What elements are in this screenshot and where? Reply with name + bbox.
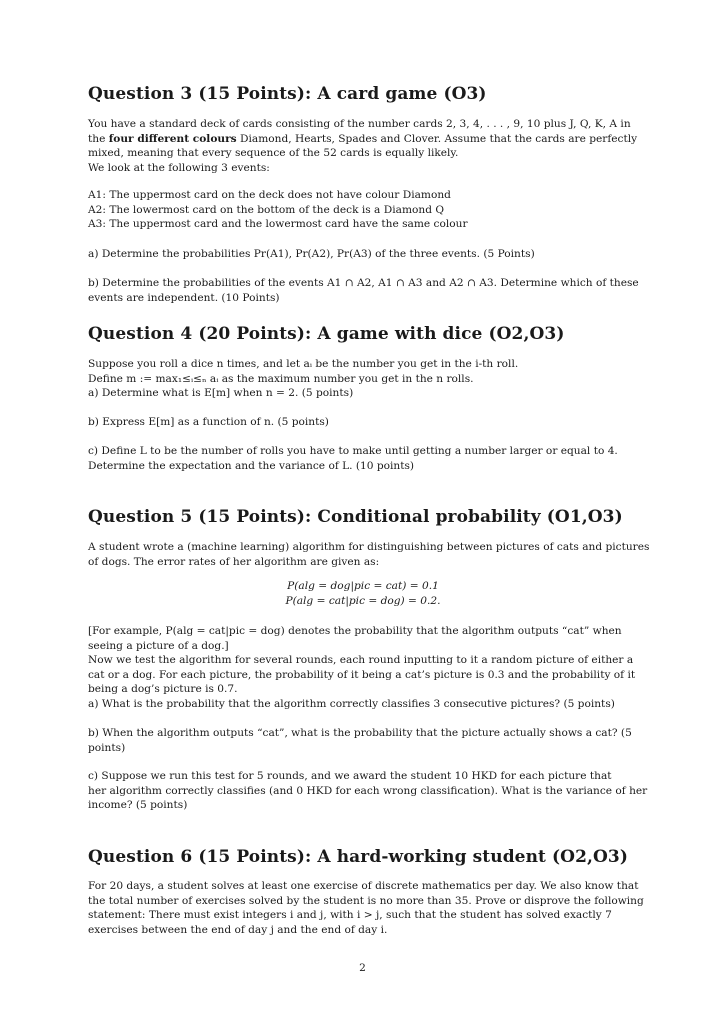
q5-intro (88, 540, 650, 569)
q5-part-c (88, 769, 648, 813)
q4-title: Question 4 (20 Points): A game with dice (O2,O3) (88, 324, 565, 344)
q5-example-line: cat or a dog. For each picture, the probability of it being a cat’s picture is 0.3 and the probability of it (88, 668, 636, 681)
q5-example-line: [For example, P(alg = cat|pic = dog) denotes the probability that the algorithm outputs “cat” when (88, 625, 622, 637)
q5-title: Question 5 (15 Points): Conditional probability (O1,O3) (88, 507, 623, 527)
q5-equation: P(alg = dog|pic = cat) = 0.1 (287, 580, 439, 592)
q5-part-c-text: her algorithm correctly classifies (and 0 HKD for each wrong classification). What is the variance of her (88, 784, 648, 797)
q5-part-c-text: c) Suppose we run this test for 5 rounds, and we award the student 10 HKD for each picture that (88, 770, 612, 782)
q4-line: a) Determine what is E[m] when n = 2. (5 points) (88, 387, 354, 400)
q5-example-line: seeing a picture of a dog.] (88, 639, 229, 652)
q5-intro-line: A student wrote a (machine learning) algorithm for distinguishing between pictures of cats and pictures (88, 541, 650, 553)
q3-part-b-text: events are independent. (10 Points) (88, 291, 280, 304)
page-number: 2 (359, 962, 366, 974)
q6-line: statement: There must exist integers i and j, with i > j, such that the student has solved exactly 7 (88, 909, 612, 922)
q3-intro-text: the (88, 132, 109, 145)
q4-part-c-text: Determine the expectation and the variance of L. (10 points) (88, 459, 415, 472)
q4-part-b-text: b) Express E[m] as a function of n. (5 points) (88, 416, 329, 428)
q3-intro-line: You have a standard deck of cards consisting of the number cards 2, 3, 4, . . . , 9, 10 plus J, Q, K, A in (88, 118, 631, 130)
q5-part-b-text: b) When the algorithm outputs “cat”, what is the probability that the picture actually shows a cat? (5 (88, 727, 632, 739)
q5-part-c-text: income? (5 points) (88, 799, 188, 812)
q5-part-b (88, 726, 638, 755)
q5-part-a-text: a) What is the probability that the algorithm correctly classifies 3 consecutive pictures? (5 points) (88, 697, 615, 710)
q3-intro-text: Diamond, Hearts, Spades and Clover. Assume that the cards are perfectly (236, 132, 638, 145)
q5-example-line: Now we test the algorithm for several rounds, each round inputting to it a random picture of either a (88, 654, 634, 667)
q3-intro-line: mixed, meaning that every sequence of the 52 cards is equally likely. (88, 147, 459, 160)
q3-part-b (88, 276, 638, 305)
q4-part-c-text: c) Define L to be the number of rolls you have to make until getting a number larger or equal to 4. (88, 445, 618, 457)
q3-intro (88, 117, 638, 175)
q4-part-b (88, 415, 638, 430)
q6-title: Question 6 (15 Points): A hard-working student (O2,O3) (88, 847, 629, 867)
q6-body (88, 879, 644, 937)
q4-line: Suppose you roll a dice n times, and let aᵢ be the number you get in the i-th roll. (88, 358, 519, 370)
q3-intro-line: We look at the following 3 events: (88, 161, 270, 174)
q5-example (88, 624, 638, 712)
q5-equations (88, 579, 638, 608)
q3-part-a (88, 247, 638, 262)
q3-events (88, 188, 638, 232)
q3-title: Question 3 (15 Points): A card game (O3) (88, 84, 487, 104)
q6-line: For 20 days, a student solves at least one exercise of discrete mathematics per day. We also know that (88, 880, 639, 892)
q5-equation: P(alg = cat|pic = dog) = 0.2. (285, 594, 441, 607)
q3-emphasis: four different colours (108, 132, 237, 145)
q5-part-b-text: points) (88, 741, 126, 754)
q3-event: A2: The lowermost card on the bottom of the deck is a Diamond Q (88, 203, 445, 216)
q3-event: A1: The uppermost card on the deck does not have colour Diamond (88, 189, 451, 201)
q3-part-a-text: a) Determine the probabilities Pr(A1), Pr(A2), Pr(A3) of the three events. (5 Points) (88, 248, 535, 260)
q5-example-line: being a dog’s picture is 0.7. (88, 683, 238, 696)
q4-part-c (88, 444, 638, 473)
q4-line: Define m := max₁≤ᵢ≤ₙ aᵢ as the maximum number you get in the n rolls. (88, 372, 474, 385)
q6-line: the total number of exercises solved by the student is no more than 35. Prove or disprove the following (88, 894, 644, 907)
q5-intro-line: of dogs. The error rates of her algorithm are given as: (88, 555, 380, 568)
q4-intro (88, 357, 638, 401)
q3-intro-line (88, 132, 638, 147)
q6-line: exercises between the end of day j and the end of day i. (88, 923, 388, 936)
q3-part-b-text: b) Determine the probabilities of the events A1 ∩ A2, A1 ∩ A3 and A2 ∩ A3. Determine which of these (88, 277, 639, 289)
q3-event: A3: The uppermost card and the lowermost card have the same colour (88, 218, 468, 231)
